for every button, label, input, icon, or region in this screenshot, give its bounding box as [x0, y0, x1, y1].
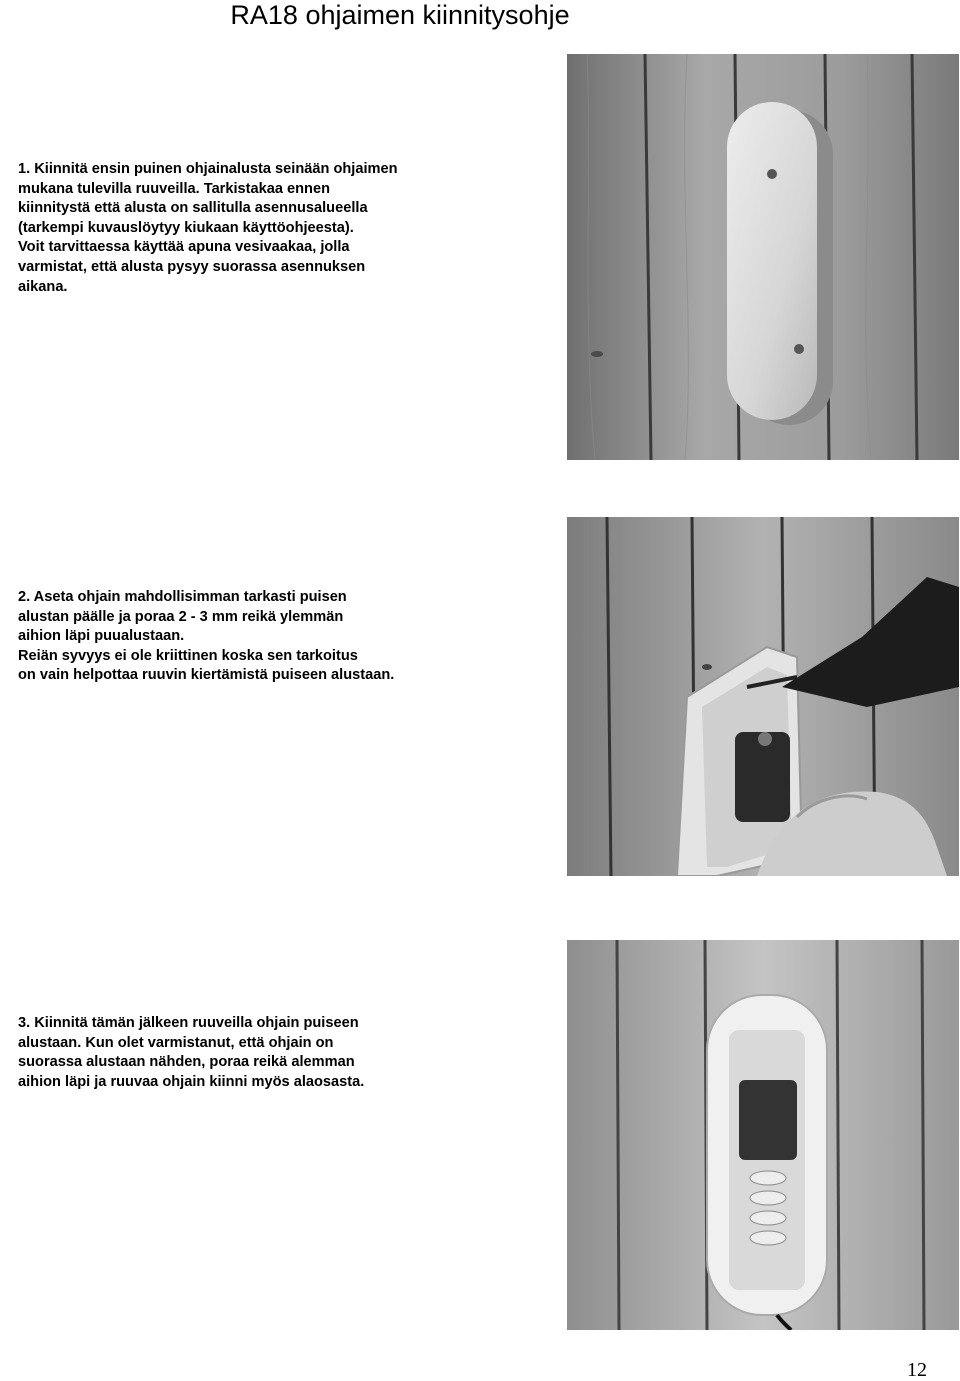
step-1-text	[18, 160, 458, 297]
photo-wooden-base	[567, 54, 959, 460]
step-1-line: kiinnitystä että alusta on sallitulla asennusalueella	[18, 200, 368, 217]
step-1-line: (tarkempi kuvauslöytyy kiukaan käyttöohjeesta).	[18, 219, 354, 236]
step-3-line: aihion läpi ja ruuvaa ohjain kiinni myös alaosasta.	[18, 1073, 365, 1090]
step-2-line: on vain helpottaa ruuvin kiertämistä puiseen alustaan.	[18, 667, 395, 684]
step-3-line: suorassa alustaan nähden, poraa reikä alemman	[18, 1054, 355, 1071]
step-1-line: mukana tulevilla ruuveilla. Tarkistakaa ennen	[18, 180, 331, 197]
document-title: RA18 ohjaimen kiinnitysohje	[230, 0, 570, 30]
step-2-line: aihion läpi puualustaan.	[18, 628, 185, 645]
step-1-line: aikana.	[18, 278, 68, 295]
photo-drilling	[567, 517, 959, 876]
step-2-text	[18, 588, 458, 686]
step-1-line: varmistat, että alusta pysyy suorassa asennuksen	[18, 258, 366, 275]
step-2-line: alustan päälle ja poraa 2 - 3 mm reikä ylemmän	[18, 608, 344, 625]
photo-mounted-controller	[567, 940, 959, 1330]
step-2-line: Reiän syvyys ei ole kriittinen koska sen tarkoitus	[18, 647, 358, 664]
page-number: 12	[907, 1359, 927, 1381]
step-2-line: 2. Aseta ohjain mahdollisimman tarkasti puisen	[18, 589, 347, 605]
step-1-line: Voit tarvittaessa käyttää apuna vesivaakaa, jolla	[18, 239, 350, 256]
step-3-line: 3. Kiinnitä tämän jälkeen ruuveilla ohjain puiseen	[18, 1015, 359, 1031]
step-3-line: alustaan. Kun olet varmistanut, että ohjain on	[18, 1034, 334, 1051]
step-1-line: 1. Kiinnitä ensin puinen ohjainalusta seinään ohjaimen	[18, 161, 398, 177]
step-3-text	[18, 1014, 458, 1092]
